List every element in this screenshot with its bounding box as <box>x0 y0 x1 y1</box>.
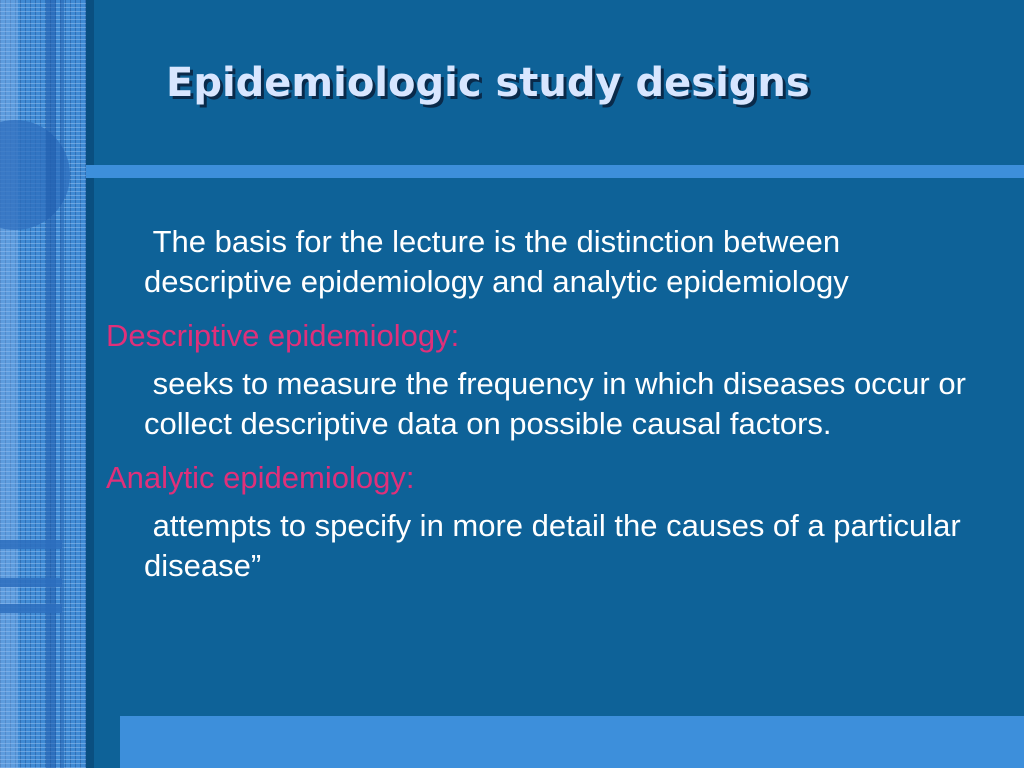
sidebar-horizontal-bar <box>0 578 62 587</box>
title-underline-band <box>86 165 1024 178</box>
slide-title: Epidemiologic study designs <box>166 60 810 106</box>
footer-band <box>120 716 1024 768</box>
decorative-sidebar <box>0 0 86 768</box>
sidebar-horizontal-bar <box>0 604 62 613</box>
descriptive-paragraph <box>106 364 996 444</box>
slide-body <box>106 222 996 586</box>
sidebar-divider <box>86 0 94 768</box>
sidebar-light-stripe <box>0 0 18 768</box>
sidebar-vertical-bar-thin <box>60 0 64 768</box>
descriptive-text: seeks to measure the frequency in which diseases occur or collect descriptive data on possible causal factors. <box>144 366 966 441</box>
section-heading-analytic: Analytic epidemiology: <box>106 460 415 495</box>
intro-paragraph <box>106 222 996 302</box>
analytic-text: attempts to specify in more detail the causes of a particular disease” <box>144 508 961 583</box>
sidebar-horizontal-bar <box>0 540 62 549</box>
analytic-paragraph <box>106 506 996 586</box>
intro-text: The basis for the lecture is the distinction between descriptive epidemiology and analytic epidemiology <box>144 224 849 299</box>
section-heading-descriptive: Descriptive epidemiology: <box>106 318 460 353</box>
sidebar-vertical-bar <box>46 0 56 768</box>
